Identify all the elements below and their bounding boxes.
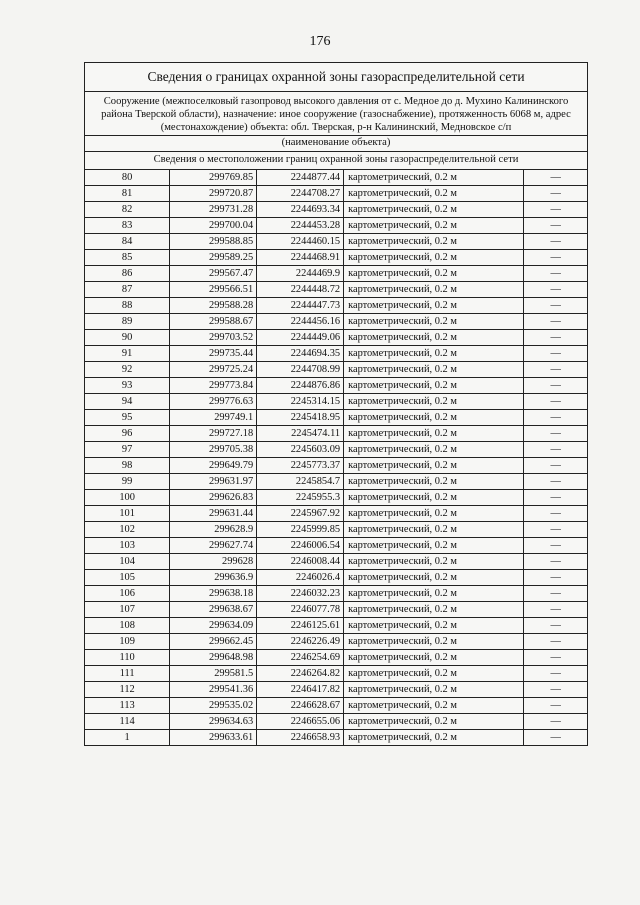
method-accuracy-cell: картометрический, 0.2 м xyxy=(344,506,524,522)
point-number-cell: 101 xyxy=(85,506,170,522)
x-coordinate-cell: 299634.63 xyxy=(170,714,257,730)
note-cell: — xyxy=(524,634,587,650)
y-coordinate-cell: 2246026.4 xyxy=(257,570,344,586)
y-coordinate-cell: 2244456.16 xyxy=(257,314,344,330)
y-coordinate-cell: 2246125.61 xyxy=(257,618,344,634)
y-coordinate-cell: 2244468.91 xyxy=(257,250,344,266)
note-cell: — xyxy=(524,458,587,474)
y-coordinate-cell: 2246032.23 xyxy=(257,586,344,602)
table-row xyxy=(85,250,587,266)
table-row xyxy=(85,634,587,650)
table-row xyxy=(85,618,587,634)
method-accuracy-cell: картометрический, 0.2 м xyxy=(344,234,524,250)
x-coordinate-cell: 299588.67 xyxy=(170,314,257,330)
method-accuracy-cell: картометрический, 0.2 м xyxy=(344,586,524,602)
method-accuracy-cell: картометрический, 0.2 м xyxy=(344,266,524,282)
point-number-cell: 88 xyxy=(85,298,170,314)
point-number-cell: 111 xyxy=(85,666,170,682)
y-coordinate-cell: 2244708.99 xyxy=(257,362,344,378)
table-row xyxy=(85,170,587,186)
y-coordinate-cell: 2246417.82 xyxy=(257,682,344,698)
x-coordinate-cell: 299588.28 xyxy=(170,298,257,314)
y-coordinate-cell: 2246628.67 xyxy=(257,698,344,714)
y-coordinate-cell: 2244460.15 xyxy=(257,234,344,250)
note-cell: — xyxy=(524,650,587,666)
method-accuracy-cell: картометрический, 0.2 м xyxy=(344,538,524,554)
table-row xyxy=(85,218,587,234)
note-cell: — xyxy=(524,202,587,218)
point-number-cell: 107 xyxy=(85,602,170,618)
method-accuracy-cell: картометрический, 0.2 м xyxy=(344,250,524,266)
table-row xyxy=(85,458,587,474)
method-accuracy-cell: картометрический, 0.2 м xyxy=(344,522,524,538)
table-row xyxy=(85,698,587,714)
x-coordinate-cell: 299631.44 xyxy=(170,506,257,522)
x-coordinate-cell: 299703.52 xyxy=(170,330,257,346)
x-coordinate-cell: 299566.51 xyxy=(170,282,257,298)
x-coordinate-cell: 299735.44 xyxy=(170,346,257,362)
table-row xyxy=(85,682,587,698)
note-cell: — xyxy=(524,394,587,410)
note-cell: — xyxy=(524,586,587,602)
x-coordinate-cell: 299628 xyxy=(170,554,257,570)
x-coordinate-cell: 299633.61 xyxy=(170,730,257,746)
y-coordinate-cell: 2245955.3 xyxy=(257,490,344,506)
section-title: Сведения о местоположении границ охранной зоны газораспределительной сети xyxy=(85,152,587,170)
y-coordinate-cell: 2245854.7 xyxy=(257,474,344,490)
point-number-cell: 91 xyxy=(85,346,170,362)
note-cell: — xyxy=(524,266,587,282)
x-coordinate-cell: 299626.83 xyxy=(170,490,257,506)
method-accuracy-cell: картометрический, 0.2 м xyxy=(344,202,524,218)
note-cell: — xyxy=(524,602,587,618)
y-coordinate-cell: 2244708.27 xyxy=(257,186,344,202)
x-coordinate-cell: 299662.45 xyxy=(170,634,257,650)
y-coordinate-cell: 2244469.9 xyxy=(257,266,344,282)
note-cell: — xyxy=(524,506,587,522)
y-coordinate-cell: 2245314.15 xyxy=(257,394,344,410)
point-number-cell: 105 xyxy=(85,570,170,586)
table-row xyxy=(85,426,587,442)
method-accuracy-cell: картометрический, 0.2 м xyxy=(344,666,524,682)
method-accuracy-cell: картометрический, 0.2 м xyxy=(344,682,524,698)
x-coordinate-cell: 299731.28 xyxy=(170,202,257,218)
note-cell: — xyxy=(524,410,587,426)
y-coordinate-cell: 2245603.09 xyxy=(257,442,344,458)
x-coordinate-cell: 299631.97 xyxy=(170,474,257,490)
y-coordinate-cell: 2246655.06 xyxy=(257,714,344,730)
note-cell: — xyxy=(524,298,587,314)
method-accuracy-cell: картометрический, 0.2 м xyxy=(344,554,524,570)
table-row xyxy=(85,714,587,730)
note-cell: — xyxy=(524,362,587,378)
note-cell: — xyxy=(524,378,587,394)
table-row xyxy=(85,234,587,250)
point-number-cell: 98 xyxy=(85,458,170,474)
y-coordinate-cell: 2245418.95 xyxy=(257,410,344,426)
point-number-cell: 96 xyxy=(85,426,170,442)
table-row xyxy=(85,586,587,602)
x-coordinate-cell: 299638.67 xyxy=(170,602,257,618)
note-cell: — xyxy=(524,218,587,234)
point-number-cell: 90 xyxy=(85,330,170,346)
note-cell: — xyxy=(524,714,587,730)
point-number-cell: 113 xyxy=(85,698,170,714)
y-coordinate-cell: 2244876.86 xyxy=(257,378,344,394)
table-row xyxy=(85,474,587,490)
y-coordinate-cell: 2245474.11 xyxy=(257,426,344,442)
x-coordinate-cell: 299567.47 xyxy=(170,266,257,282)
point-number-cell: 94 xyxy=(85,394,170,410)
point-number-cell: 92 xyxy=(85,362,170,378)
point-number-cell: 87 xyxy=(85,282,170,298)
note-cell: — xyxy=(524,618,587,634)
note-cell: — xyxy=(524,330,587,346)
note-cell: — xyxy=(524,570,587,586)
table-row xyxy=(85,730,587,746)
method-accuracy-cell: картометрический, 0.2 м xyxy=(344,362,524,378)
note-cell: — xyxy=(524,522,587,538)
point-number-cell: 104 xyxy=(85,554,170,570)
table-row xyxy=(85,362,587,378)
x-coordinate-cell: 299720.87 xyxy=(170,186,257,202)
point-number-cell: 83 xyxy=(85,218,170,234)
x-coordinate-cell: 299628.9 xyxy=(170,522,257,538)
point-number-cell: 99 xyxy=(85,474,170,490)
point-number-cell: 82 xyxy=(85,202,170,218)
y-coordinate-cell: 2244877.44 xyxy=(257,170,344,186)
note-cell: — xyxy=(524,170,587,186)
note-cell: — xyxy=(524,554,587,570)
note-cell: — xyxy=(524,538,587,554)
x-coordinate-cell: 299705.38 xyxy=(170,442,257,458)
x-coordinate-cell: 299638.18 xyxy=(170,586,257,602)
x-coordinate-cell: 299648.98 xyxy=(170,650,257,666)
table-row xyxy=(85,394,587,410)
y-coordinate-cell: 2245999.85 xyxy=(257,522,344,538)
table-row xyxy=(85,602,587,618)
table-row xyxy=(85,666,587,682)
coordinates-table-body xyxy=(85,170,587,745)
y-coordinate-cell: 2246077.78 xyxy=(257,602,344,618)
point-number-cell: 81 xyxy=(85,186,170,202)
y-coordinate-cell: 2246264.82 xyxy=(257,666,344,682)
x-coordinate-cell: 299769.85 xyxy=(170,170,257,186)
method-accuracy-cell: картометрический, 0.2 м xyxy=(344,218,524,234)
method-accuracy-cell: картометрический, 0.2 м xyxy=(344,298,524,314)
table-row xyxy=(85,314,587,330)
x-coordinate-cell: 299541.36 xyxy=(170,682,257,698)
x-coordinate-cell: 299727.18 xyxy=(170,426,257,442)
method-accuracy-cell: картометрический, 0.2 м xyxy=(344,186,524,202)
method-accuracy-cell: картометрический, 0.2 м xyxy=(344,410,524,426)
y-coordinate-cell: 2246254.69 xyxy=(257,650,344,666)
method-accuracy-cell: картометрический, 0.2 м xyxy=(344,730,524,746)
y-coordinate-cell: 2246006.54 xyxy=(257,538,344,554)
y-coordinate-cell: 2245967.92 xyxy=(257,506,344,522)
point-number-cell: 1 xyxy=(85,730,170,746)
method-accuracy-cell: картометрический, 0.2 м xyxy=(344,378,524,394)
method-accuracy-cell: картометрический, 0.2 м xyxy=(344,602,524,618)
point-number-cell: 86 xyxy=(85,266,170,282)
y-coordinate-cell: 2244449.06 xyxy=(257,330,344,346)
document-title: Сведения о границах охранной зоны газораспределительной сети xyxy=(85,63,587,92)
y-coordinate-cell: 2244448.72 xyxy=(257,282,344,298)
method-accuracy-cell: картометрический, 0.2 м xyxy=(344,426,524,442)
table-row xyxy=(85,554,587,570)
note-cell: — xyxy=(524,186,587,202)
x-coordinate-cell: 299776.63 xyxy=(170,394,257,410)
x-coordinate-cell: 299589.25 xyxy=(170,250,257,266)
point-number-cell: 102 xyxy=(85,522,170,538)
method-accuracy-cell: картометрический, 0.2 м xyxy=(344,714,524,730)
point-number-cell: 106 xyxy=(85,586,170,602)
y-coordinate-cell: 2244694.35 xyxy=(257,346,344,362)
note-cell: — xyxy=(524,442,587,458)
table-row xyxy=(85,202,587,218)
table-row xyxy=(85,410,587,426)
point-number-cell: 85 xyxy=(85,250,170,266)
table-row xyxy=(85,330,587,346)
document-sheet xyxy=(84,62,588,746)
x-coordinate-cell: 299749.1 xyxy=(170,410,257,426)
method-accuracy-cell: картометрический, 0.2 м xyxy=(344,698,524,714)
method-accuracy-cell: картометрический, 0.2 м xyxy=(344,570,524,586)
y-coordinate-cell: 2246226.49 xyxy=(257,634,344,650)
note-cell: — xyxy=(524,730,587,746)
table-row xyxy=(85,490,587,506)
x-coordinate-cell: 299627.74 xyxy=(170,538,257,554)
point-number-cell: 84 xyxy=(85,234,170,250)
x-coordinate-cell: 299773.84 xyxy=(170,378,257,394)
table-row xyxy=(85,442,587,458)
note-cell: — xyxy=(524,426,587,442)
x-coordinate-cell: 299636.9 xyxy=(170,570,257,586)
y-coordinate-cell: 2244453.28 xyxy=(257,218,344,234)
table-row xyxy=(85,650,587,666)
object-description-caption: (наименование объекта) xyxy=(85,136,587,152)
x-coordinate-cell: 299700.04 xyxy=(170,218,257,234)
x-coordinate-cell: 299634.09 xyxy=(170,618,257,634)
x-coordinate-cell: 299535.02 xyxy=(170,698,257,714)
table-row xyxy=(85,186,587,202)
method-accuracy-cell: картометрический, 0.2 м xyxy=(344,618,524,634)
note-cell: — xyxy=(524,346,587,362)
y-coordinate-cell: 2244693.34 xyxy=(257,202,344,218)
x-coordinate-cell: 299588.85 xyxy=(170,234,257,250)
table-row xyxy=(85,266,587,282)
table-row xyxy=(85,282,587,298)
point-number-cell: 103 xyxy=(85,538,170,554)
y-coordinate-cell: 2245773.37 xyxy=(257,458,344,474)
point-number-cell: 100 xyxy=(85,490,170,506)
method-accuracy-cell: картометрический, 0.2 м xyxy=(344,442,524,458)
x-coordinate-cell: 299581.5 xyxy=(170,666,257,682)
note-cell: — xyxy=(524,666,587,682)
page-number: 176 xyxy=(309,34,331,49)
object-description: Сооружение (межпоселковый газопровод высокого давления от с. Медное до д. Мухино Калининского района Тверской области), назначение: иное сооружение (газоснабжение), протяженность 6068 м, адрес (местонахождение) объекта: обл. Тверская, р-н Калининский, Медновское с/п xyxy=(85,92,587,136)
point-number-cell: 95 xyxy=(85,410,170,426)
point-number-cell: 112 xyxy=(85,682,170,698)
method-accuracy-cell: картометрический, 0.2 м xyxy=(344,490,524,506)
table-row xyxy=(85,570,587,586)
method-accuracy-cell: картометрический, 0.2 м xyxy=(344,394,524,410)
point-number-cell: 97 xyxy=(85,442,170,458)
point-number-cell: 110 xyxy=(85,650,170,666)
table-row xyxy=(85,346,587,362)
note-cell: — xyxy=(524,234,587,250)
method-accuracy-cell: картометрический, 0.2 м xyxy=(344,458,524,474)
point-number-cell: 89 xyxy=(85,314,170,330)
method-accuracy-cell: картометрический, 0.2 м xyxy=(344,346,524,362)
y-coordinate-cell: 2246658.93 xyxy=(257,730,344,746)
table-row xyxy=(85,522,587,538)
point-number-cell: 80 xyxy=(85,170,170,186)
point-number-cell: 108 xyxy=(85,618,170,634)
y-coordinate-cell: 2246008.44 xyxy=(257,554,344,570)
method-accuracy-cell: картометрический, 0.2 м xyxy=(344,170,524,186)
coordinates-table xyxy=(85,170,587,745)
note-cell: — xyxy=(524,490,587,506)
note-cell: — xyxy=(524,474,587,490)
note-cell: — xyxy=(524,282,587,298)
method-accuracy-cell: картометрический, 0.2 м xyxy=(344,282,524,298)
point-number-cell: 109 xyxy=(85,634,170,650)
y-coordinate-cell: 2244447.73 xyxy=(257,298,344,314)
table-row xyxy=(85,506,587,522)
x-coordinate-cell: 299725.24 xyxy=(170,362,257,378)
table-row xyxy=(85,298,587,314)
point-number-cell: 114 xyxy=(85,714,170,730)
note-cell: — xyxy=(524,314,587,330)
note-cell: — xyxy=(524,250,587,266)
point-number-cell: 93 xyxy=(85,378,170,394)
method-accuracy-cell: картометрический, 0.2 м xyxy=(344,330,524,346)
x-coordinate-cell: 299649.79 xyxy=(170,458,257,474)
method-accuracy-cell: картометрический, 0.2 м xyxy=(344,650,524,666)
note-cell: — xyxy=(524,682,587,698)
note-cell: — xyxy=(524,698,587,714)
method-accuracy-cell: картометрический, 0.2 м xyxy=(344,474,524,490)
table-row xyxy=(85,378,587,394)
table-row xyxy=(85,538,587,554)
method-accuracy-cell: картометрический, 0.2 м xyxy=(344,314,524,330)
method-accuracy-cell: картометрический, 0.2 м xyxy=(344,634,524,650)
